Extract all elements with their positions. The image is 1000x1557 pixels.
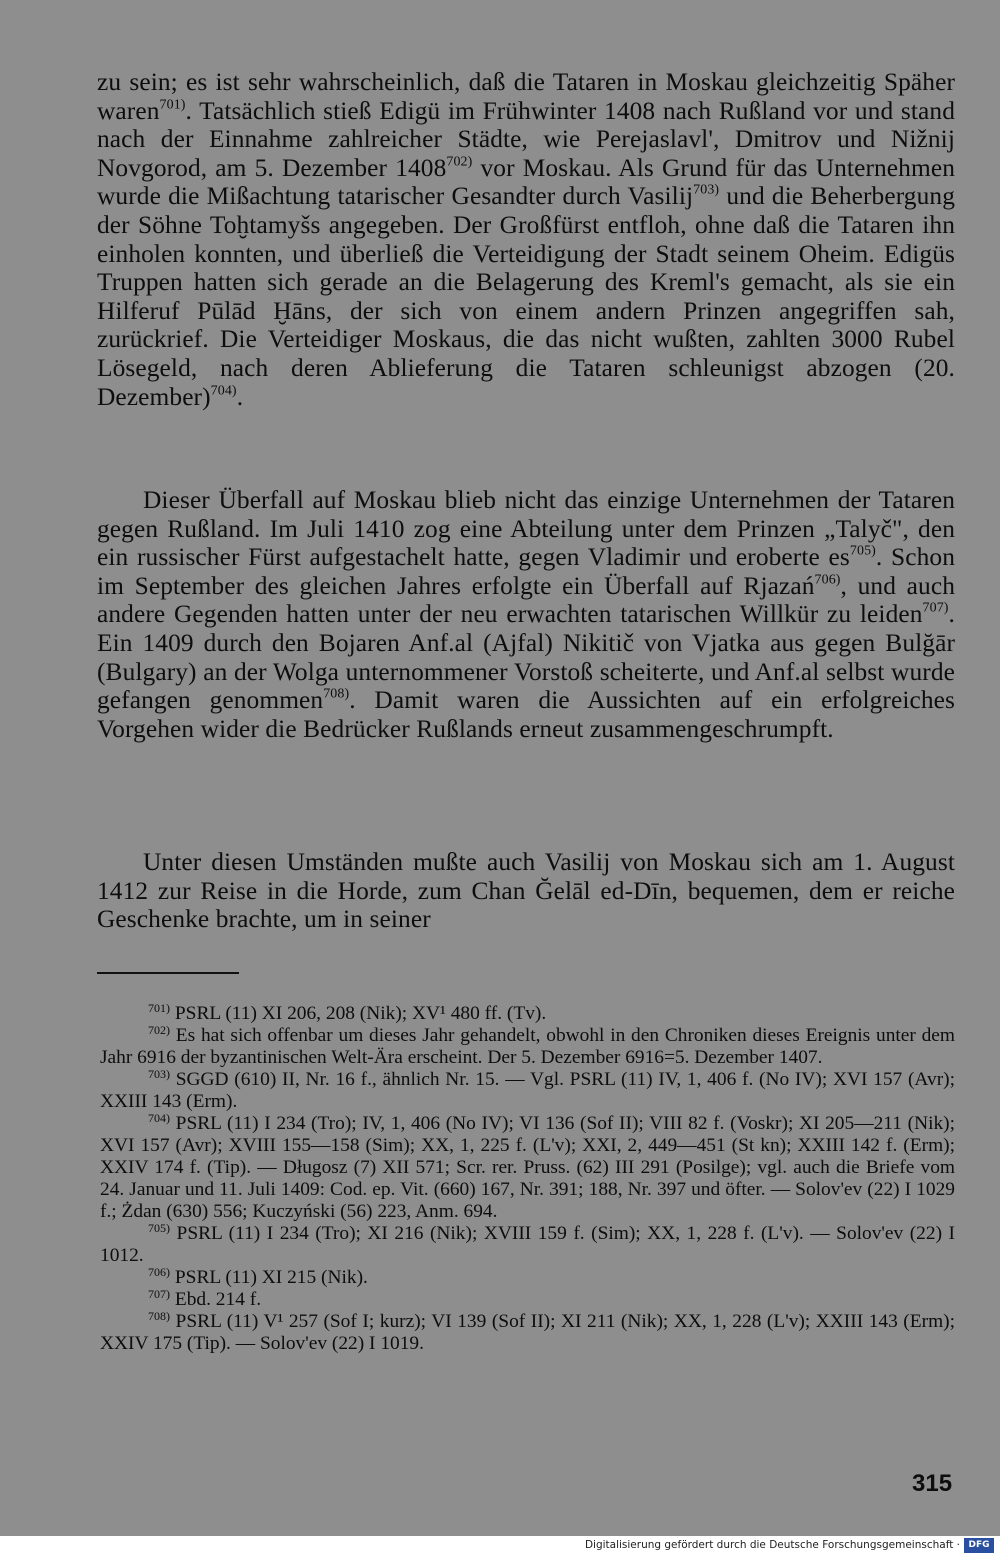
footnote-text: PSRL (11) XI 215 (Nik). — [170, 1267, 368, 1288]
footnote-mark: 708) — [148, 1308, 171, 1323]
footnote-mark: 704) — [148, 1110, 171, 1125]
digitization-footer — [0, 1536, 1000, 1557]
paragraph-1-text: . Tatsächlich stieß Edigü im Frühwinter 1408 nach Rußland vor und stand nach der Einnahme zahlreicher Städte, wie Perejaslavl', Dmitrov und Nižnij Novgorod, am 5. Dezember 1408 — [97, 96, 955, 182]
paragraph-2-text: , und auch andere Gegenden hatten unter der neu erwachten tatarischen Willkür zu leiden — [97, 571, 955, 629]
footnote-701 — [100, 1000, 955, 1025]
footnote-mark: 701) — [148, 1000, 171, 1015]
paragraph-2-text: . Schon im September des gleichen Jahres erfolgte ein Überfall auf Rjazań — [97, 543, 956, 600]
paragraph-1-text: zu sein; es ist sehr wahrscheinlich, daß die Tataren in Moskau gleichzeitig Späher waren — [97, 68, 955, 125]
footnote-mark: 707) — [148, 1286, 171, 1301]
paragraph-1-text: und die Beherbergung der Söhne Toḫtamyšs angegeben. Der Großfürst entfloh, ohne daß die Tataren ihn einholen konnten, und überließ die Verteidigung der Stadt seinem Oheim. Edigüs Truppen hatten sich gerade an die Belagerung des Kreml's gemacht, als sie ein Hilferuf Pūlād Ḫāns, der sich von einem andern Prinzen angegriffen sah, zurückrief. Die Verteidiger Moskaus, die das nicht wußten, zahlten 3000 Rubel Lösegeld, nach deren Ablieferung die Tataren schleunigst abzogen (20. Dezember) — [97, 182, 955, 411]
footnote-704 — [100, 1110, 955, 1223]
dfg-logo-icon[interactable]: DFG — [964, 1538, 994, 1553]
paragraph-1-text: . — [236, 382, 244, 411]
footer-credit: Digitalisierung gefördert durch die Deutsche Forschungsgemeinschaft · — [584, 1539, 960, 1551]
footnote-text: Ebd. 214 f. — [170, 1289, 262, 1310]
paragraph-1-text: vor Moskau. Als Grund für das Unternehmen wurde die Mißachtung tatarischer Gesandter durch Vasilij — [97, 153, 955, 211]
footnote-text: PSRL (11) I 234 (Tro); XI 216 (Nik); XVIII 159 f. (Sim); XX, 1, 228 f. (L'v). — Solov'ev (22) I 1012. — [100, 1223, 955, 1266]
footnote-mark: 705) — [148, 1220, 171, 1235]
footnote-mark: 706) — [148, 1264, 171, 1279]
paragraph-1 — [97, 68, 955, 411]
footnote-ref-702[interactable]: 702) — [446, 154, 473, 170]
footnote-ref-705[interactable]: 705) — [849, 543, 876, 559]
footnote-ref-701[interactable]: 701) — [159, 97, 186, 113]
footnote-text: Es hat sich offenbar um dieses Jahr gehandelt, obwohl in den Chroniken dieses Ereignis unter dem Jahr 6916 der byzantinischen Welt-Ära erscheint. Der 5. Dezember 6916=5. Dezember 1407. — [100, 1025, 955, 1068]
footnote-702 — [100, 1022, 955, 1069]
footnote-text: SGGD (610) II, Nr. 16 f., ähnlich Nr. 15. — Vgl. PSRL (11) IV, 1, 406 f. (No IV); XVI 157 (Avr); XXIII 143 (Erm). — [100, 1069, 955, 1112]
footnote-ref-703[interactable]: 703) — [693, 182, 720, 198]
paragraph-3: Unter diesen Umständen mußte auch Vasilij von Moskau sich am 1. August 1412 zur Reise in die Horde, zum Chan Ğelāl ed-Dīn, bequemen, dem er reiche Geschenke brachte, um in seiner — [97, 848, 955, 934]
footnote-text: PSRL (11) I 234 (Tro); IV, 1, 406 (No IV); VI 136 (Sof II); VIII 82 f. (Voskr); XI 205—211 (Nik); XVI 157 (Avr); XVIII 155—158 (Sim); XX, 1, 225 f. (L'v); XXI, 2, 449—451 (St kn); XXIII 142 f. (Erm); XXIV 174 f. (Tip). — Długosz (7) XII 571; Scr. rer. Pruss. (62) III 291 (Posilge); vgl. auch die Briefe vom 24. Januar und 11. Juli 1409: Cod. ep. Vit. (660) 167, Nr. 391; 188, Nr. 397 und öfter. — Solov'ev (22) I 1029 f.; Żdan (630) 556; Kuczyński (56) 223, Anm. 694. — [100, 1113, 955, 1222]
footnote-ref-708[interactable]: 708) — [323, 686, 350, 702]
footnotes — [100, 1000, 955, 1355]
footnote-703 — [100, 1066, 955, 1113]
footnote-ref-704[interactable]: 704) — [210, 383, 237, 399]
paragraph-2-text: . Damit waren die Aussichten auf ein erfolgreiches Vorgehen wider die Bedrücker Rußlands erneut zusammengeschrumpft. — [97, 686, 955, 743]
footnote-ref-707[interactable]: 707) — [922, 600, 949, 616]
paragraph-2 — [97, 486, 955, 743]
footnote-text: PSRL (11) V¹ 257 (Sof I; kurz); VI 139 (Sof II); XI 211 (Nik); XX, 1, 228 (L'v); XXIII 143 (Erm); XXIV 175 (Tip). — Solov'ev (22) I 1019. — [100, 1311, 955, 1354]
page-number: 315 — [912, 1470, 953, 1497]
footnote-707 — [100, 1286, 955, 1311]
footnote-ref-706[interactable]: 706) — [814, 572, 841, 588]
footnote-mark: 703) — [148, 1066, 171, 1081]
paragraph-2-text: Dieser Überfall auf Moskau blieb nicht das einzige Unternehmen der Tataren gegen Rußland. Im Juli 1410 zog eine Abteilung unter dem Prinzen „Talyč", den ein russischer Fürst aufgestachelt hatte, gegen Vladimir und eroberte es — [97, 486, 955, 572]
footnote-text: PSRL (11) XI 206, 208 (Nik); XV¹ 480 ff. (Tv). — [170, 1003, 547, 1024]
footnote-708 — [100, 1308, 955, 1355]
footnote-mark: 702) — [148, 1022, 171, 1037]
footnote-706 — [100, 1264, 955, 1289]
footnote-705 — [100, 1220, 955, 1267]
footnote-separator — [97, 972, 239, 974]
paragraph-2-text: . Ein 1409 durch den Bojaren Anf.al (Ajfal) Nikitič von Vjatka aus gegen Bulğār (Bulgary) an der Wolga unternommener Vorstoß scheiterte, und Anf.al selbst wurde gefangen genommen — [97, 600, 955, 715]
